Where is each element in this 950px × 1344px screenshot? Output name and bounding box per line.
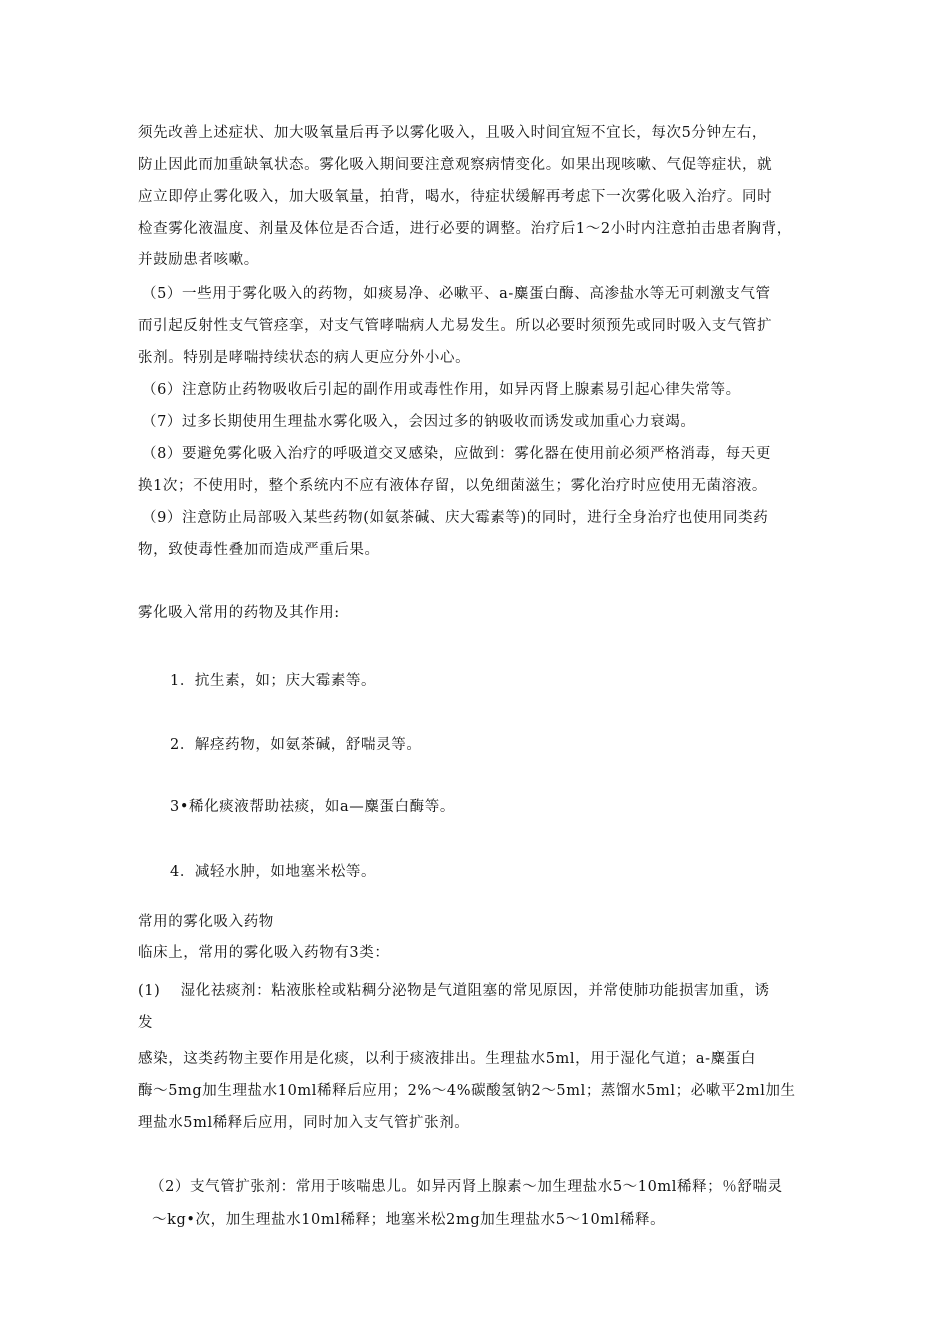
paragraph-line: 临床上，常用的雾化吸入药物有3类：	[138, 945, 390, 961]
list-item-9: （9）注意防止局部吸入某些药物(如氨茶碱、庆大霉素等)的同时，进行全身治疗也使用同类药	[142, 510, 769, 526]
paragraph-line: 防止因此而加重缺氧状态。雾化吸入期间要注意观察病情变化。如果出现咳嗽、气促等症状，就	[138, 157, 773, 173]
list-item-6: （6）注意防止药物吸收后引起的副作用或毒性作用，如异丙肾上腺素易引起心律失常等。	[142, 382, 741, 398]
paragraph-line: 须先改善上述症状、加大吸氧量后再予以雾化吸入，且吸入时间宜短不宜长，每次5分钟左右，	[138, 125, 767, 141]
paragraph-line: 应立即停止雾化吸入，加大吸氧量，拍背，喝水，待症状缓解再考虑下一次雾化吸入治疗。同时	[138, 189, 773, 205]
drug-list-item-4: 4．减轻水肿，如地塞米松等。	[170, 864, 377, 880]
section-heading: 雾化吸入常用的药物及其作用:	[138, 605, 340, 621]
list-item-7: （7）过多长期使用生理盐水雾化吸入，会因过多的钠吸收而诱发或加重心力衰竭。	[142, 414, 696, 430]
drug-list-item-1: 1．抗生素，如；庆大霉素等。	[170, 673, 377, 689]
list-item-2: （2）支气管扩张剂：常用于咳喘患儿。如异丙肾上腺素〜加生理盐水5〜10ml稀释；％舒喘灵	[150, 1179, 783, 1195]
paragraph-line: 而引起反射性支气管痉挛，对支气管哮喘病人尤易发生。所以必要时须预先或同时吸入支气管扩	[138, 318, 773, 334]
paragraph-line: 检查雾化液温度、剂量及体位是否合适，进行必要的调整。治疗后1〜2小时内注意拍击患者胸背，	[138, 221, 792, 237]
paragraph-line: 感染，这类药物主要作用是化痰，以利于痰液排出。生理盐水5ml，用于湿化气道；a-麋蛋白	[138, 1051, 756, 1067]
list-item-5: （5）一些用于雾化吸入的药物，如痰易净、必嗽平、a-麋蛋白酶、高渗盐水等无可刺激支气管	[142, 286, 771, 302]
paragraph-line: 酶〜5mg加生理盐水10ml稀释后应用；2%〜4%碳酸氢钠2〜5ml；蒸馏水5ml；必嗽平2ml加生	[138, 1083, 796, 1099]
paragraph-line: 并鼓励患者咳嗽。	[138, 252, 259, 268]
paragraph-line: 理盐水5ml稀释后应用，同时加入支气管扩张剂。	[138, 1115, 470, 1131]
paragraph-line: 换1次；不使用时，整个系统内不应有液体存留，以免细菌滋生；雾化治疗时应使用无菌溶液。	[138, 478, 767, 494]
list-item-8: （8）要避免雾化吸入治疗的呼吸道交叉感染，应做到：雾化器在使用前必须严格消毒，每天更	[142, 446, 771, 462]
paragraph-line: 发	[138, 1015, 154, 1031]
drug-list-item-2: 2．解痉药物，如氨茶碱，舒喘灵等。	[170, 737, 422, 753]
paragraph-line: 张剂。特别是哮喘持续状态的病人更应分外小心。	[138, 350, 471, 366]
section-heading: 常用的雾化吸入药物	[138, 914, 274, 930]
paragraph-line: 〜kg•次，加生理盐水10ml稀释；地塞米松2mg加生理盐水5〜10ml稀释。	[152, 1212, 666, 1228]
paragraph-line: 物，致使毒性叠加而造成严重后果。	[138, 542, 380, 558]
list-item-1: (1) 湿化祛痰剂：粘液胀栓或粘稠分泌物是气道阻塞的常见原因，并常使肺功能损害加重，诱	[138, 983, 770, 999]
drug-list-item-3: 3•稀化痰液帮助祛痰，如a—麋蛋白酶等。	[170, 799, 455, 815]
